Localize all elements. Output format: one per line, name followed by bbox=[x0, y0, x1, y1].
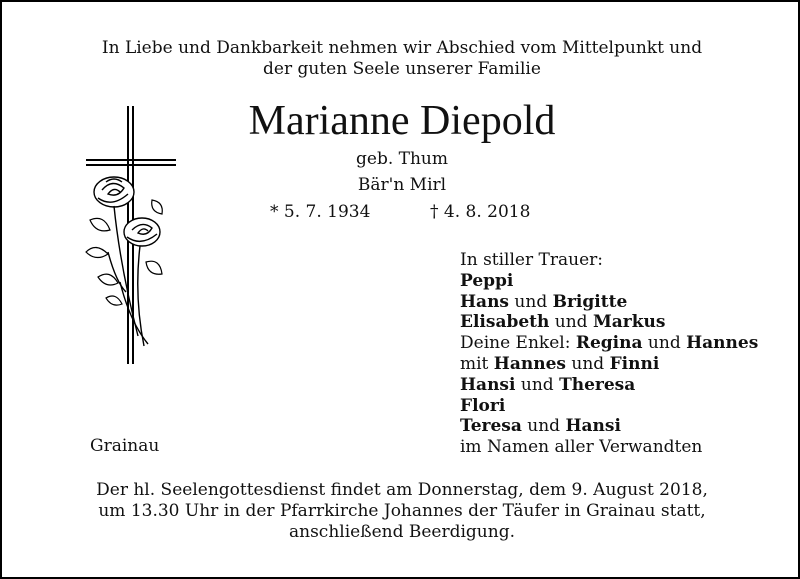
mourner-flori: Flori bbox=[460, 395, 506, 416]
mourner-peppi: Peppi bbox=[460, 270, 514, 291]
mourner-hannes: Hannes bbox=[686, 333, 759, 354]
mourner-line-8 bbox=[460, 416, 758, 437]
mourner-line-4 bbox=[460, 333, 758, 354]
mourner-brigitte: Brigitte bbox=[552, 291, 628, 312]
conjunction: und bbox=[571, 353, 605, 374]
cross-with-roses-icon bbox=[80, 102, 180, 367]
birth-date: * 5. 7. 1934 bbox=[270, 202, 371, 222]
mourner-line-2 bbox=[460, 292, 758, 313]
intro-line-1: In Liebe und Dankbarkeit nehmen wir Abschied vom Mittelpunkt und bbox=[101, 38, 703, 58]
mourner-elisabeth: Elisabeth bbox=[460, 312, 550, 333]
mourner-markus: Markus bbox=[592, 312, 666, 333]
mourner-finni: Finni bbox=[609, 353, 660, 374]
mourner-regina: Regina bbox=[575, 333, 643, 354]
service-info bbox=[2, 480, 800, 543]
mourners-heading: In stiller Trauer: bbox=[460, 250, 603, 270]
mourner-theresa: Theresa bbox=[559, 374, 636, 395]
mourner-teresa: Teresa bbox=[460, 416, 522, 437]
mourners-closing: im Namen aller Verwandten bbox=[460, 437, 703, 458]
mourners-list bbox=[460, 250, 758, 458]
conjunction: und bbox=[554, 312, 588, 333]
death-date: † 4. 8. 2018 bbox=[430, 202, 531, 222]
mourner-line-7 bbox=[460, 396, 758, 417]
mourner-hans: Hans bbox=[460, 291, 510, 312]
service-line-3: anschließend Beerdigung. bbox=[289, 522, 515, 542]
intro-text bbox=[2, 38, 800, 80]
conjunction: und bbox=[647, 333, 681, 354]
deceased-name: Marianne Diepold bbox=[248, 98, 556, 144]
intro-line-2: der guten Seele unserer Familie bbox=[263, 59, 541, 79]
maiden-name: geb. Thum bbox=[356, 149, 448, 169]
service-line-1: Der hl. Seelengottesdienst findet am Donnerstag, dem 9. August 2018, bbox=[96, 480, 708, 500]
place-name: Grainau bbox=[90, 436, 160, 456]
grandchildren-label: Deine Enkel: bbox=[460, 333, 571, 354]
mourner-hansi: Hansi bbox=[460, 374, 516, 395]
service-line-2: um 13.30 Uhr in der Pfarrkirche Johannes der Täufer in Grainau statt, bbox=[98, 501, 706, 521]
with-label: mit bbox=[460, 353, 489, 374]
conjunction: und bbox=[527, 416, 561, 437]
mourner-line-6 bbox=[460, 375, 758, 396]
mourner-hansi-2: Hansi bbox=[565, 416, 621, 437]
mourner-line-3 bbox=[460, 312, 758, 333]
conjunction: und bbox=[514, 291, 548, 312]
mourner-line-1 bbox=[460, 271, 758, 292]
conjunction: und bbox=[520, 374, 554, 395]
mourner-hannes-2: Hannes bbox=[493, 353, 566, 374]
nickname: Bär'n Mirl bbox=[357, 175, 447, 195]
mourner-line-5 bbox=[460, 354, 758, 375]
